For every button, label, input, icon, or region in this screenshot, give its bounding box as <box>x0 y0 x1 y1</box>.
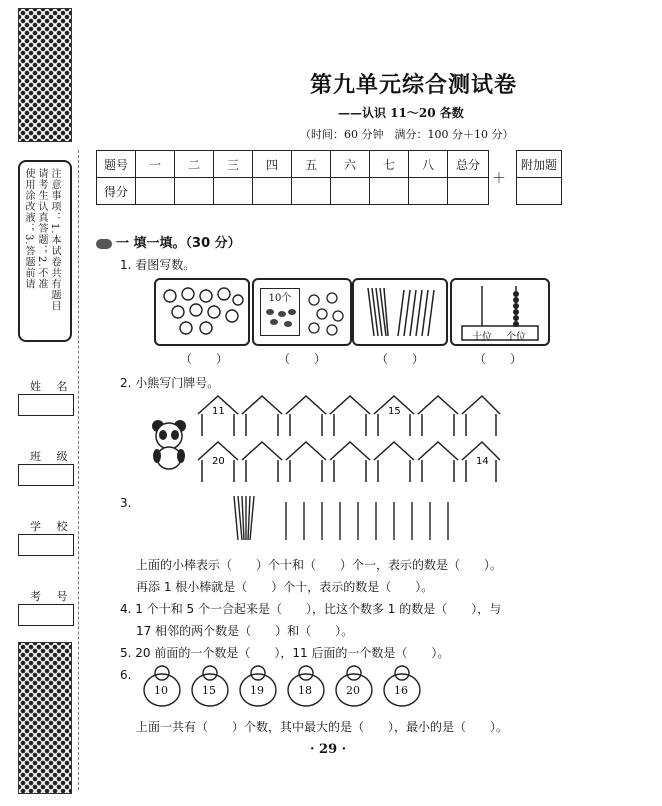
exam-meta: （时间：60 分钟 满分：100 分＋10 分） <box>300 128 514 141</box>
col-5: 五 <box>292 151 331 178</box>
panda-icon <box>148 418 190 472</box>
page-subtitle: ——认识 11～20 各数 <box>338 106 464 120</box>
section-badge <box>96 239 112 249</box>
candy-picture <box>252 278 352 346</box>
page-number: · 29 · <box>310 742 347 757</box>
exam-number-label: 考 号 <box>30 590 74 603</box>
answer-blank-1[interactable]: （ ） <box>180 352 229 366</box>
question-4-line-1: 4. 1 个十和 5 个一合起来是（ ），比这个数多 1 的数是（ ），与 <box>120 602 502 616</box>
chick-number: 19 <box>250 684 264 697</box>
score-cell[interactable] <box>370 178 409 205</box>
score-cell[interactable] <box>214 178 253 205</box>
extra-score-table <box>516 150 562 205</box>
extra-label: 附加题 <box>517 151 562 178</box>
col-total: 总分 <box>448 151 489 178</box>
extra-score-cell[interactable] <box>517 178 562 205</box>
question-1: 1. 看图写数。 <box>120 258 196 272</box>
house-number: 20 <box>212 456 225 467</box>
class-label: 班 级 <box>30 450 74 463</box>
tens-label: 十位 <box>472 332 492 343</box>
col-6: 六 <box>331 151 370 178</box>
score-cell[interactable] <box>331 178 370 205</box>
chick-number: 15 <box>202 684 216 697</box>
question-6-line: 上面一共有（ ）个数，其中最大的是（ ），最小的是（ ）。 <box>136 720 509 734</box>
abacus-picture <box>450 278 550 346</box>
col-3: 三 <box>214 151 253 178</box>
col-8: 八 <box>409 151 448 178</box>
stick-bundle-icon <box>228 492 468 544</box>
chick-icon <box>332 664 376 710</box>
answer-blank-4[interactable]: （ ） <box>474 352 523 366</box>
top-decorative-pattern <box>18 8 72 142</box>
exam-number-field[interactable] <box>18 604 74 626</box>
loose-candy-icon <box>304 290 346 336</box>
score-cell[interactable] <box>292 178 331 205</box>
chick-icon <box>236 664 280 710</box>
notice-text: 注意事项：1.本试卷共有题目 请考生认真答题；2.不准 使用涂改液；3.答题前请 <box>23 168 60 312</box>
section-heading: 一 填一填。（30 分） <box>96 232 241 251</box>
score-table <box>96 150 489 205</box>
page-title: 第九单元综合测试卷 <box>310 72 518 98</box>
score-cell[interactable] <box>136 178 175 205</box>
candy-bag-label: 10个 <box>268 293 292 304</box>
house-number: 14 <box>476 456 489 467</box>
col-4: 四 <box>253 151 292 178</box>
question-3-line-2: 再添 1 根小棒就是（ ）个十，表示的数是（ ）。 <box>136 580 434 594</box>
answer-blank-2[interactable]: （ ） <box>278 352 327 366</box>
score-cell[interactable] <box>175 178 214 205</box>
name-field[interactable] <box>18 394 74 416</box>
row-label-question: 题号 <box>97 151 136 178</box>
question-4-line-2: 17 相邻的两个数是（ ）和（ ）。 <box>136 624 354 638</box>
apples-icon <box>156 280 248 344</box>
question-5: 5. 20 前面的一个数是（ ），11 后面的一个数是（ ）。 <box>120 646 450 660</box>
ones-label: 个位 <box>506 332 526 343</box>
chick-number: 18 <box>298 684 312 697</box>
bottom-decorative-pattern <box>18 642 72 794</box>
apples-picture <box>154 278 250 346</box>
chick-number: 16 <box>394 684 408 697</box>
class-field[interactable] <box>18 464 74 486</box>
school-field[interactable] <box>18 534 74 556</box>
row-label-score: 得分 <box>97 178 136 205</box>
chick-icon <box>284 664 328 710</box>
chick-number: 10 <box>154 684 168 697</box>
col-7: 七 <box>370 151 409 178</box>
houses-top-row <box>196 394 502 438</box>
chick-icon <box>188 664 232 710</box>
score-cell[interactable] <box>448 178 489 205</box>
score-cell[interactable] <box>409 178 448 205</box>
sticks-icon <box>354 280 446 344</box>
col-1: 一 <box>136 151 175 178</box>
chick-icon <box>140 664 184 710</box>
question-3: 3. <box>120 496 132 510</box>
col-2: 二 <box>175 151 214 178</box>
house-number: 15 <box>388 406 401 417</box>
house-number: 11 <box>212 406 225 417</box>
abacus-icon <box>452 280 548 344</box>
houses-bottom-row <box>196 440 502 484</box>
candy-icon <box>262 304 298 330</box>
answer-blank-3[interactable]: （ ） <box>376 352 425 366</box>
plus-sign: ＋ <box>492 171 506 187</box>
binding-line <box>78 150 79 790</box>
sticks-picture <box>352 278 448 346</box>
question-2: 2. 小熊写门牌号。 <box>120 376 220 390</box>
chick-number: 20 <box>346 684 360 697</box>
question-3-line-1: 上面的小棒表示（ ）个十和（ ）个一，表示的数是（ ）。 <box>136 558 503 572</box>
school-label: 学 校 <box>30 520 74 533</box>
score-cell[interactable] <box>253 178 292 205</box>
name-label: 姓 名 <box>30 380 74 393</box>
chick-icon <box>380 664 424 710</box>
candy-bag <box>260 288 300 336</box>
question-6: 6. <box>120 668 132 682</box>
chick-row <box>140 664 430 712</box>
